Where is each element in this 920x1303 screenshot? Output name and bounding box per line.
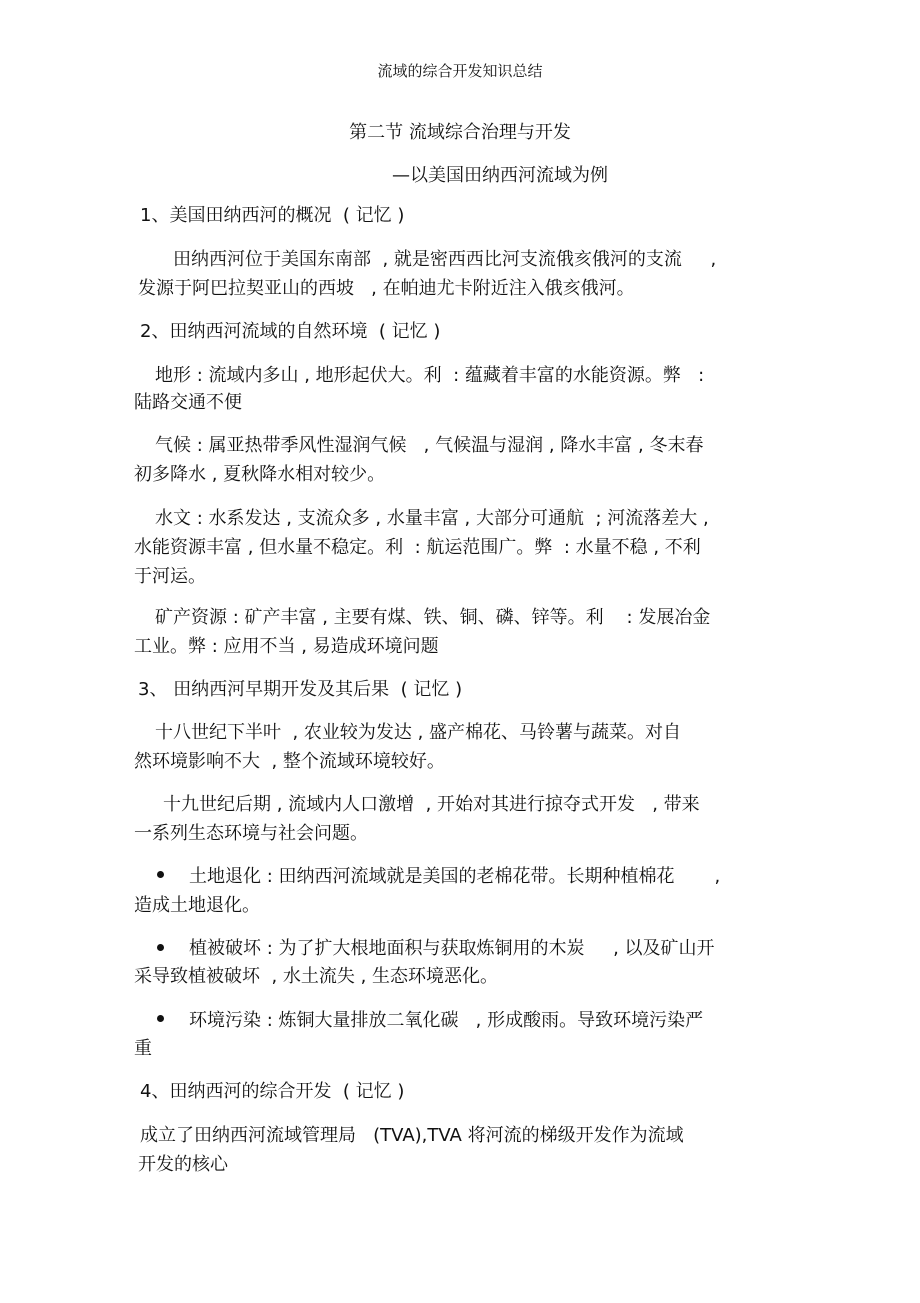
s2-hydro-line2: 水能资源丰富 , 但水量不稳定。利 : 航运范围广。弊 : 水量不稳 , 不利 bbox=[134, 537, 701, 558]
s3-bullet1-line1: 土地退化 : 田纳西河流域就是美国的老棉花带。长期种植棉花 , bbox=[189, 866, 721, 887]
s4-p1-line2: 开发的核心 bbox=[138, 1154, 228, 1175]
s3-p1-line1: 十八世纪下半叶 , 农业较为发达 , 盛产棉花、马铃薯与蔬菜。对自 bbox=[155, 722, 682, 743]
bullet-dot-icon bbox=[157, 871, 164, 878]
s3-bullet2-line2: 采导致植被破坏 , 水土流失 , 生态环境恶化。 bbox=[134, 966, 499, 987]
s1-p1-line2: 发源于阿巴拉契亚山的西坡 , 在帕迪尤卡附近注入俄亥俄河。 bbox=[138, 278, 635, 299]
s3-bullet3-line2: 重 bbox=[134, 1038, 152, 1059]
s3-p2-line1: 十九世纪后期 , 流域内人口激增 , 开始对其进行掠夺式开发 , 带来 bbox=[163, 794, 700, 815]
s3-bullet3-line1: 环境污染 : 炼铜大量排放二氧化碳 , 形成酸雨。导致环境污染严 bbox=[189, 1010, 704, 1031]
s3-p1-line2: 然环境影响不大 , 整个流域环境较好。 bbox=[134, 751, 445, 772]
page-header: 流域的综合开发知识总结 bbox=[377, 62, 543, 80]
s2-hydro-line1: 水文 : 水系发达 , 支流众多 , 水量丰富 , 大部分可通航 ; 河流落差大 , bbox=[155, 508, 709, 529]
section-subtitle: —以美国田纳西河流域为例 bbox=[392, 165, 608, 186]
bullet-dot-icon bbox=[157, 944, 164, 951]
s3-bullet1-line2: 造成土地退化。 bbox=[134, 895, 260, 916]
s1-p1-line1: 田纳西河位于美国东南部 , 就是密西西比河支流俄亥俄河的支流 , bbox=[173, 249, 717, 270]
s3-p2-line2: 一系列生态环境与社会问题。 bbox=[134, 823, 368, 844]
heading-3: 3、 田纳西河早期开发及其后果 ( 记忆 ) bbox=[138, 679, 463, 700]
heading-4: 4、田纳西河的综合开发 ( 记忆 ) bbox=[140, 1081, 405, 1102]
s2-climate-line2: 初多降水 , 夏秋降水相对较少。 bbox=[134, 464, 386, 485]
s2-mineral-line1: 矿产资源 : 矿产丰富 , 主要有煤、铁、铜、磷、锌等。利 : 发展冶金 bbox=[155, 607, 711, 628]
s2-climate-line1: 气候 : 属亚热带季风性湿润气候 , 气候温与湿润 , 降水丰富 , 冬末春 bbox=[155, 435, 704, 456]
s2-hydro-line3: 于河运。 bbox=[134, 566, 206, 587]
heading-2: 2、田纳西河流域的自然环境 ( 记忆 ) bbox=[140, 321, 441, 342]
s2-mineral-line2: 工业。弊 : 应用不当 , 易造成环境问题 bbox=[134, 636, 439, 657]
s4-p1-line1: 成立了田纳西河流域管理局 (TVA),TVA 将河流的梯级开发作为流域 bbox=[140, 1125, 684, 1146]
section-title: 第二节 流域综合治理与开发 bbox=[349, 122, 571, 143]
s3-bullet2-line1: 植被破坏 : 为了扩大根地面积与获取炼铜用的木炭 , 以及矿山开 bbox=[189, 938, 715, 959]
bullet-dot-icon bbox=[157, 1015, 164, 1022]
s2-terrain-line1: 地形 : 流域内多山 , 地形起伏大。利 : 蕴藏着丰富的水能资源。弊 : bbox=[155, 365, 705, 386]
heading-1: 1、美国田纳西河的概况 ( 记忆 ) bbox=[140, 205, 405, 226]
s2-terrain-line2: 陆路交通不便 bbox=[134, 392, 242, 413]
